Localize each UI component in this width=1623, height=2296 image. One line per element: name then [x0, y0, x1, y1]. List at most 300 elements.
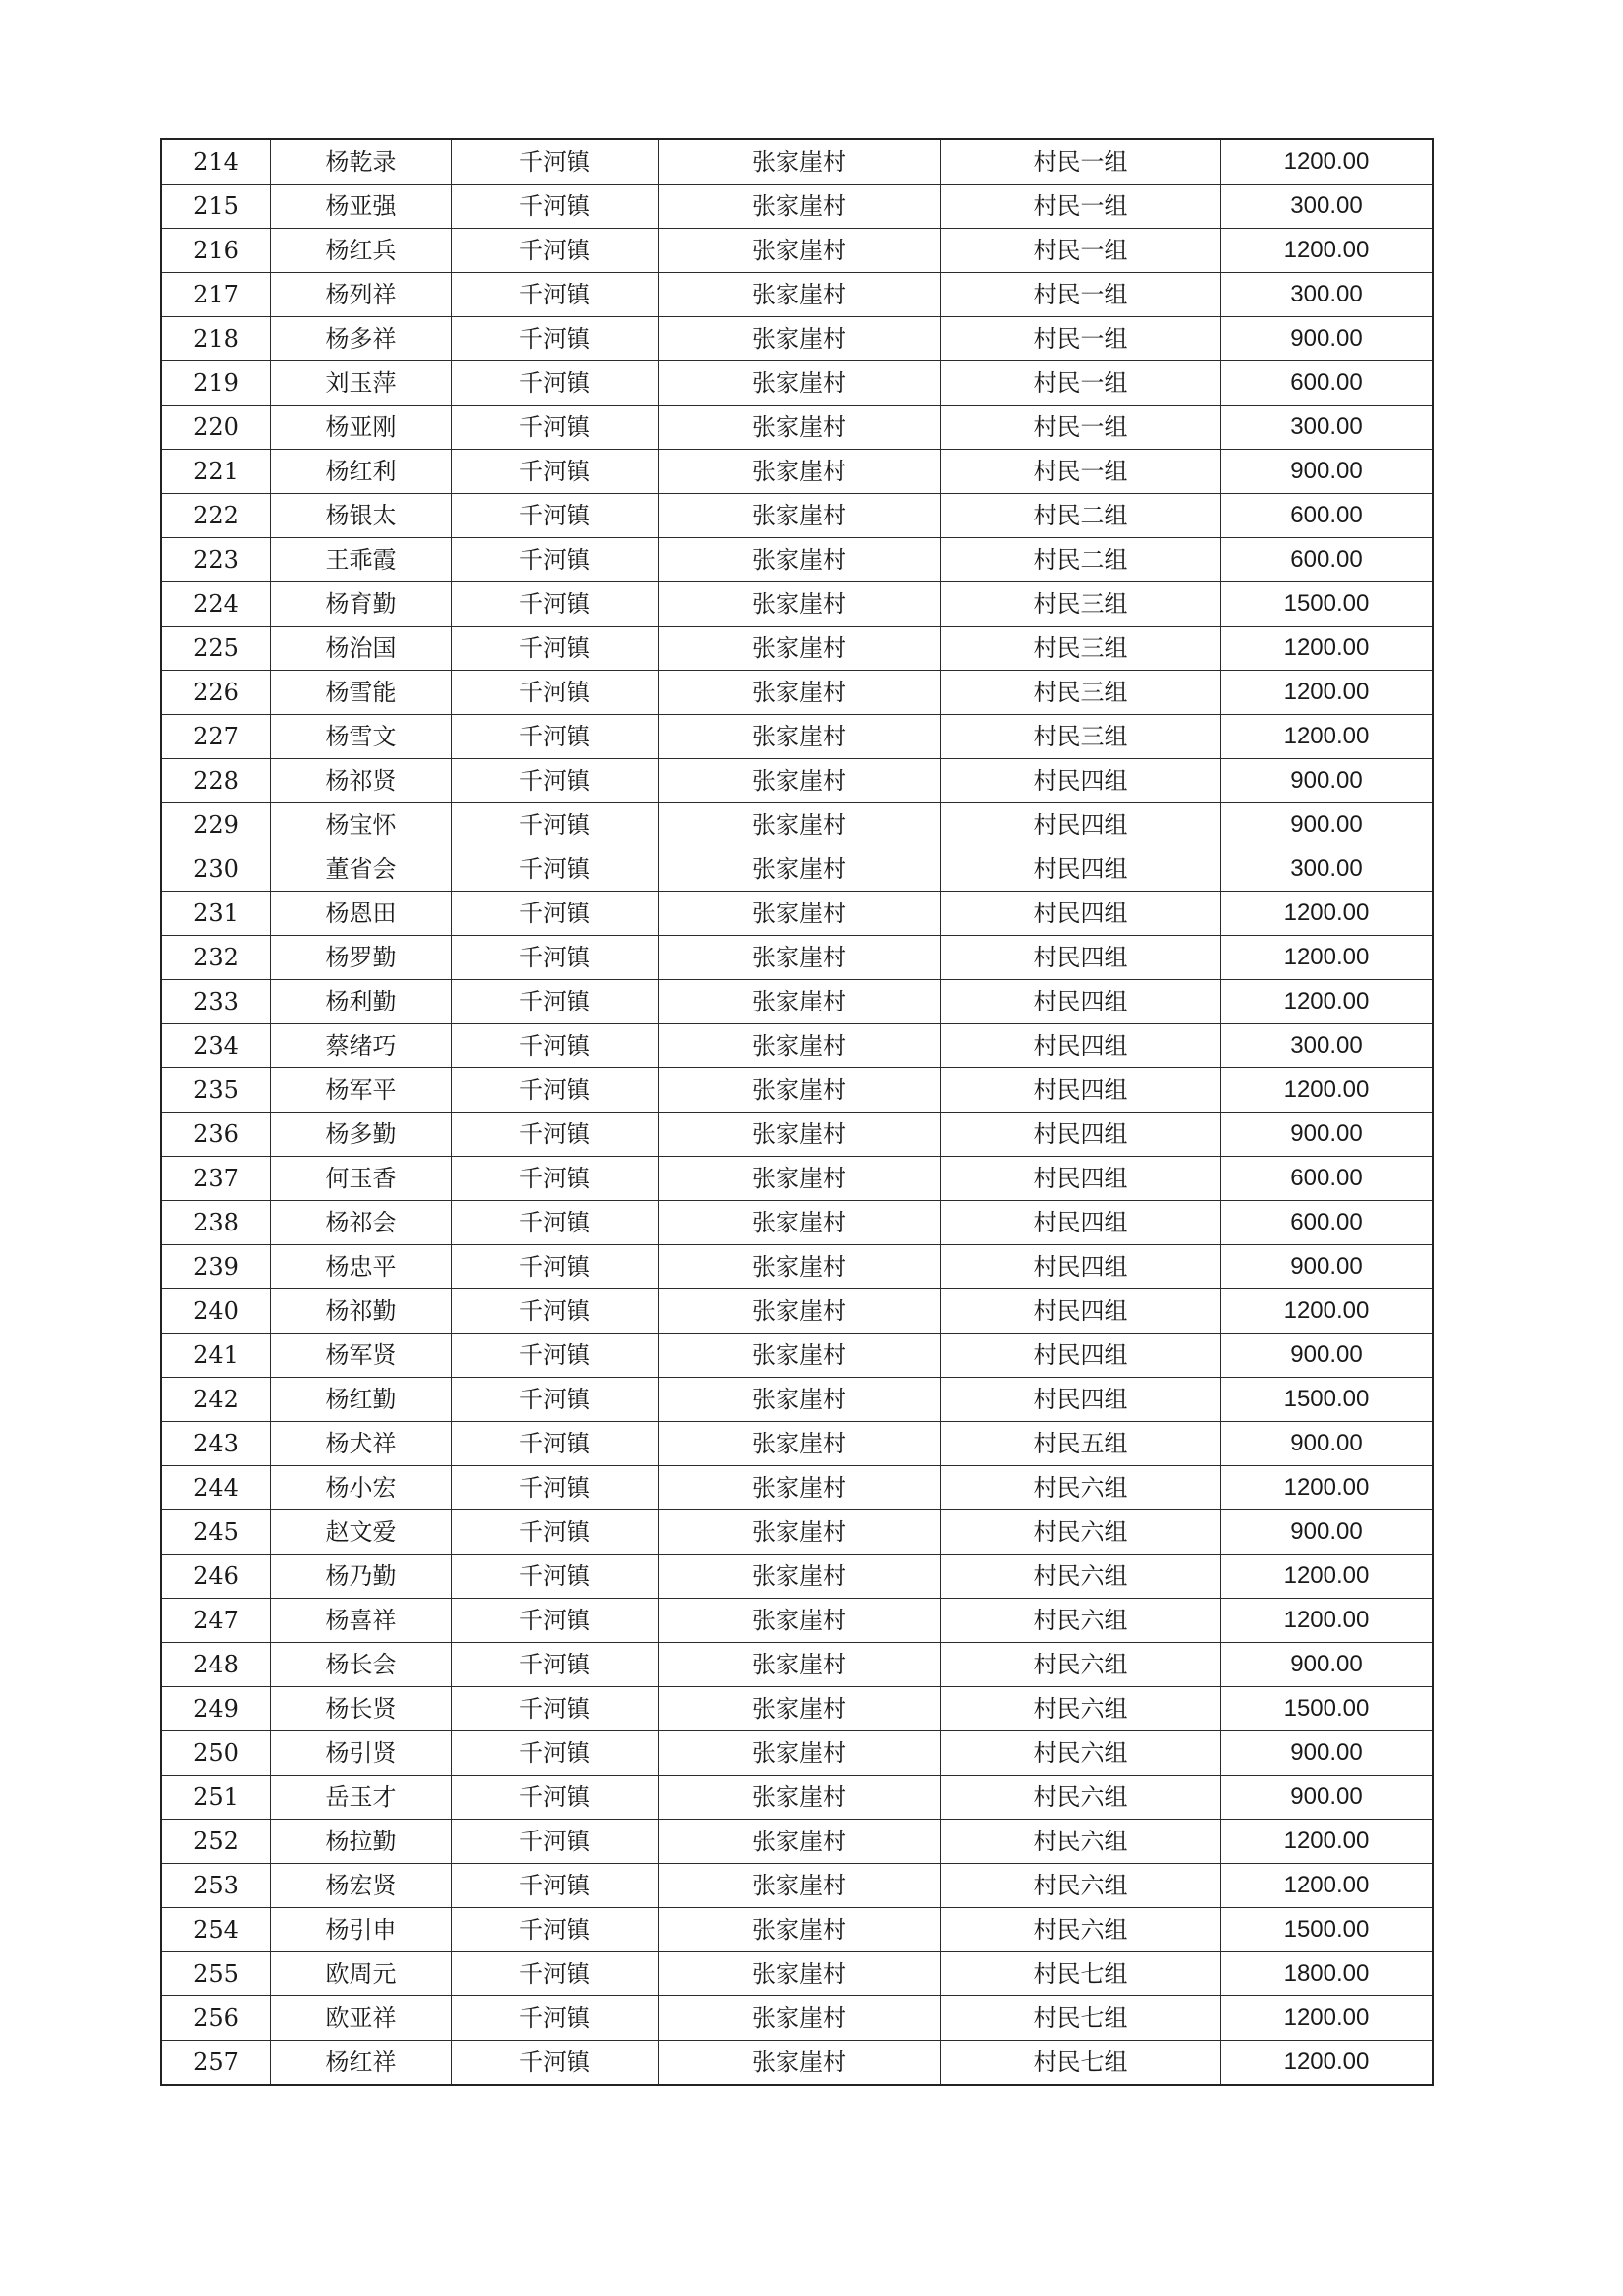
town-name: 千河镇 [452, 1555, 659, 1599]
row-number: 244 [161, 1466, 271, 1510]
villager-group: 村民四组 [941, 1334, 1221, 1378]
roster-table [160, 138, 1434, 2086]
person-name: 杨宏贤 [271, 1864, 452, 1908]
amount-value: 900.00 [1221, 1731, 1434, 1776]
village-name: 张家崖村 [659, 803, 941, 847]
amount-value: 1500.00 [1221, 582, 1434, 627]
amount-value: 1200.00 [1221, 2041, 1434, 2086]
village-name: 张家崖村 [659, 317, 941, 361]
town-name: 千河镇 [452, 1731, 659, 1776]
table-row [161, 1113, 1433, 1157]
villager-group: 村民四组 [941, 1245, 1221, 1289]
amount-value: 300.00 [1221, 185, 1434, 229]
town-name: 千河镇 [452, 139, 659, 185]
person-name: 董省会 [271, 847, 452, 892]
table-row [161, 494, 1433, 538]
row-number: 246 [161, 1555, 271, 1599]
table-row [161, 1952, 1433, 1996]
amount-value: 1200.00 [1221, 1599, 1434, 1643]
villager-group: 村民六组 [941, 1731, 1221, 1776]
amount-value: 1200.00 [1221, 1068, 1434, 1113]
table-row [161, 1599, 1433, 1643]
row-number: 237 [161, 1157, 271, 1201]
amount-value: 1200.00 [1221, 139, 1434, 185]
villager-group: 村民一组 [941, 139, 1221, 185]
row-number: 242 [161, 1378, 271, 1422]
person-name: 杨犬祥 [271, 1422, 452, 1466]
town-name: 千河镇 [452, 1378, 659, 1422]
table-row [161, 1510, 1433, 1555]
row-number: 243 [161, 1422, 271, 1466]
person-name: 杨祁贤 [271, 759, 452, 803]
villager-group: 村民五组 [941, 1422, 1221, 1466]
row-number: 255 [161, 1952, 271, 1996]
town-name: 千河镇 [452, 1820, 659, 1864]
row-number: 252 [161, 1820, 271, 1864]
amount-value: 1200.00 [1221, 1555, 1434, 1599]
village-name: 张家崖村 [659, 1864, 941, 1908]
row-number: 236 [161, 1113, 271, 1157]
village-name: 张家崖村 [659, 1157, 941, 1201]
person-name: 欧周元 [271, 1952, 452, 1996]
town-name: 千河镇 [452, 1599, 659, 1643]
table-row [161, 538, 1433, 582]
amount-value: 900.00 [1221, 803, 1434, 847]
villager-group: 村民七组 [941, 1952, 1221, 1996]
villager-group: 村民四组 [941, 1068, 1221, 1113]
person-name: 杨列祥 [271, 273, 452, 317]
villager-group: 村民二组 [941, 538, 1221, 582]
town-name: 千河镇 [452, 1996, 659, 2041]
town-name: 千河镇 [452, 803, 659, 847]
table-row [161, 582, 1433, 627]
village-name: 张家崖村 [659, 1024, 941, 1068]
person-name: 杨多祥 [271, 317, 452, 361]
table-row [161, 671, 1433, 715]
table-row [161, 1996, 1433, 2041]
row-number: 223 [161, 538, 271, 582]
person-name: 杨红祥 [271, 2041, 452, 2086]
table-row [161, 185, 1433, 229]
amount-value: 1200.00 [1221, 980, 1434, 1024]
person-name: 杨利勤 [271, 980, 452, 1024]
village-name: 张家崖村 [659, 185, 941, 229]
villager-group: 村民七组 [941, 1996, 1221, 2041]
table-row [161, 1776, 1433, 1820]
amount-value: 300.00 [1221, 847, 1434, 892]
villager-group: 村民四组 [941, 1201, 1221, 1245]
town-name: 千河镇 [452, 1024, 659, 1068]
town-name: 千河镇 [452, 892, 659, 936]
villager-group: 村民六组 [941, 1908, 1221, 1952]
table-row [161, 759, 1433, 803]
villager-group: 村民六组 [941, 1510, 1221, 1555]
town-name: 千河镇 [452, 2041, 659, 2086]
person-name: 杨治国 [271, 627, 452, 671]
person-name: 杨亚刚 [271, 406, 452, 450]
town-name: 千河镇 [452, 980, 659, 1024]
row-number: 217 [161, 273, 271, 317]
row-number: 229 [161, 803, 271, 847]
person-name: 杨长贤 [271, 1687, 452, 1731]
row-number: 220 [161, 406, 271, 450]
villager-group: 村民六组 [941, 1643, 1221, 1687]
table-row [161, 1068, 1433, 1113]
person-name: 杨罗勤 [271, 936, 452, 980]
person-name: 杨红勤 [271, 1378, 452, 1422]
villager-group: 村民一组 [941, 185, 1221, 229]
person-name: 杨引贤 [271, 1731, 452, 1776]
row-number: 231 [161, 892, 271, 936]
town-name: 千河镇 [452, 450, 659, 494]
town-name: 千河镇 [452, 1776, 659, 1820]
villager-group: 村民四组 [941, 1024, 1221, 1068]
town-name: 千河镇 [452, 361, 659, 406]
table-row [161, 1289, 1433, 1334]
person-name: 欧亚祥 [271, 1996, 452, 2041]
villager-group: 村民四组 [941, 1157, 1221, 1201]
town-name: 千河镇 [452, 1113, 659, 1157]
amount-value: 900.00 [1221, 317, 1434, 361]
village-name: 张家崖村 [659, 1113, 941, 1157]
village-name: 张家崖村 [659, 406, 941, 450]
table-row [161, 1555, 1433, 1599]
table-row [161, 1334, 1433, 1378]
amount-value: 600.00 [1221, 494, 1434, 538]
row-number: 254 [161, 1908, 271, 1952]
town-name: 千河镇 [452, 847, 659, 892]
amount-value: 1200.00 [1221, 715, 1434, 759]
villager-group: 村民三组 [941, 715, 1221, 759]
row-number: 241 [161, 1334, 271, 1378]
villager-group: 村民四组 [941, 847, 1221, 892]
villager-group: 村民一组 [941, 317, 1221, 361]
row-number: 219 [161, 361, 271, 406]
town-name: 千河镇 [452, 1466, 659, 1510]
amount-value: 900.00 [1221, 1245, 1434, 1289]
town-name: 千河镇 [452, 406, 659, 450]
village-name: 张家崖村 [659, 715, 941, 759]
village-name: 张家崖村 [659, 1996, 941, 2041]
table-row [161, 715, 1433, 759]
village-name: 张家崖村 [659, 1510, 941, 1555]
table-row [161, 1378, 1433, 1422]
amount-value: 900.00 [1221, 450, 1434, 494]
village-name: 张家崖村 [659, 1820, 941, 1864]
town-name: 千河镇 [452, 1687, 659, 1731]
table-row [161, 317, 1433, 361]
person-name: 杨小宏 [271, 1466, 452, 1510]
town-name: 千河镇 [452, 1643, 659, 1687]
table-row [161, 1908, 1433, 1952]
person-name: 蔡绪巧 [271, 1024, 452, 1068]
village-name: 张家崖村 [659, 1599, 941, 1643]
table-row [161, 1157, 1433, 1201]
town-name: 千河镇 [452, 1157, 659, 1201]
row-number: 227 [161, 715, 271, 759]
village-name: 张家崖村 [659, 1378, 941, 1422]
row-number: 222 [161, 494, 271, 538]
row-number: 239 [161, 1245, 271, 1289]
villager-group: 村民二组 [941, 494, 1221, 538]
row-number: 251 [161, 1776, 271, 1820]
village-name: 张家崖村 [659, 1245, 941, 1289]
amount-value: 1200.00 [1221, 1864, 1434, 1908]
villager-group: 村民一组 [941, 273, 1221, 317]
amount-value: 300.00 [1221, 1024, 1434, 1068]
amount-value: 1200.00 [1221, 1466, 1434, 1510]
table-row [161, 2041, 1433, 2086]
amount-value: 1200.00 [1221, 1996, 1434, 2041]
village-name: 张家崖村 [659, 671, 941, 715]
person-name: 杨拉勤 [271, 1820, 452, 1864]
village-name: 张家崖村 [659, 1422, 941, 1466]
row-number: 235 [161, 1068, 271, 1113]
person-name: 杨忠平 [271, 1245, 452, 1289]
villager-group: 村民三组 [941, 671, 1221, 715]
table-row [161, 1466, 1433, 1510]
amount-value: 1200.00 [1221, 1820, 1434, 1864]
row-number: 253 [161, 1864, 271, 1908]
village-name: 张家崖村 [659, 273, 941, 317]
table-row [161, 803, 1433, 847]
villager-group: 村民一组 [941, 406, 1221, 450]
village-name: 张家崖村 [659, 1289, 941, 1334]
row-number: 218 [161, 317, 271, 361]
table-row [161, 1687, 1433, 1731]
town-name: 千河镇 [452, 1334, 659, 1378]
village-name: 张家崖村 [659, 1555, 941, 1599]
villager-group: 村民四组 [941, 892, 1221, 936]
row-number: 240 [161, 1289, 271, 1334]
villager-group: 村民四组 [941, 1113, 1221, 1157]
villager-group: 村民四组 [941, 1289, 1221, 1334]
village-name: 张家崖村 [659, 582, 941, 627]
roster-body [161, 139, 1433, 2085]
village-name: 张家崖村 [659, 1776, 941, 1820]
villager-group: 村民三组 [941, 627, 1221, 671]
row-number: 216 [161, 229, 271, 273]
town-name: 千河镇 [452, 1908, 659, 1952]
town-name: 千河镇 [452, 671, 659, 715]
amount-value: 600.00 [1221, 1157, 1434, 1201]
table-row [161, 1643, 1433, 1687]
village-name: 张家崖村 [659, 1731, 941, 1776]
person-name: 杨乾录 [271, 139, 452, 185]
village-name: 张家崖村 [659, 1201, 941, 1245]
amount-value: 900.00 [1221, 1643, 1434, 1687]
villager-group: 村民一组 [941, 229, 1221, 273]
person-name: 杨乃勤 [271, 1555, 452, 1599]
villager-group: 村民四组 [941, 759, 1221, 803]
amount-value: 600.00 [1221, 361, 1434, 406]
row-number: 215 [161, 185, 271, 229]
person-name: 杨军平 [271, 1068, 452, 1113]
village-name: 张家崖村 [659, 494, 941, 538]
row-number: 225 [161, 627, 271, 671]
person-name: 何玉香 [271, 1157, 452, 1201]
villager-group: 村民六组 [941, 1599, 1221, 1643]
village-name: 张家崖村 [659, 1908, 941, 1952]
town-name: 千河镇 [452, 1952, 659, 1996]
person-name: 杨红兵 [271, 229, 452, 273]
person-name: 赵文爱 [271, 1510, 452, 1555]
row-number: 230 [161, 847, 271, 892]
village-name: 张家崖村 [659, 538, 941, 582]
row-number: 232 [161, 936, 271, 980]
town-name: 千河镇 [452, 582, 659, 627]
table-row [161, 1422, 1433, 1466]
table-row [161, 1245, 1433, 1289]
amount-value: 1200.00 [1221, 1289, 1434, 1334]
person-name: 杨恩田 [271, 892, 452, 936]
person-name: 王乖霞 [271, 538, 452, 582]
village-name: 张家崖村 [659, 229, 941, 273]
town-name: 千河镇 [452, 1245, 659, 1289]
person-name: 杨喜祥 [271, 1599, 452, 1643]
village-name: 张家崖村 [659, 139, 941, 185]
amount-value: 1200.00 [1221, 892, 1434, 936]
table-row [161, 273, 1433, 317]
person-name: 杨军贤 [271, 1334, 452, 1378]
amount-value: 1200.00 [1221, 936, 1434, 980]
person-name: 杨祁会 [271, 1201, 452, 1245]
table-row [161, 361, 1433, 406]
town-name: 千河镇 [452, 273, 659, 317]
villager-group: 村民六组 [941, 1555, 1221, 1599]
amount-value: 900.00 [1221, 1113, 1434, 1157]
villager-group: 村民三组 [941, 582, 1221, 627]
village-name: 张家崖村 [659, 2041, 941, 2086]
town-name: 千河镇 [452, 759, 659, 803]
row-number: 238 [161, 1201, 271, 1245]
table-row [161, 1864, 1433, 1908]
amount-value: 1800.00 [1221, 1952, 1434, 1996]
amount-value: 900.00 [1221, 759, 1434, 803]
town-name: 千河镇 [452, 1510, 659, 1555]
person-name: 杨红利 [271, 450, 452, 494]
person-name: 刘玉萍 [271, 361, 452, 406]
village-name: 张家崖村 [659, 1643, 941, 1687]
person-name: 杨祁勤 [271, 1289, 452, 1334]
villager-group: 村民七组 [941, 2041, 1221, 2086]
amount-value: 1500.00 [1221, 1687, 1434, 1731]
row-number: 221 [161, 450, 271, 494]
amount-value: 1200.00 [1221, 671, 1434, 715]
amount-value: 1500.00 [1221, 1378, 1434, 1422]
row-number: 245 [161, 1510, 271, 1555]
villager-group: 村民一组 [941, 450, 1221, 494]
town-name: 千河镇 [452, 1422, 659, 1466]
amount-value: 1500.00 [1221, 1908, 1434, 1952]
person-name: 杨银太 [271, 494, 452, 538]
villager-group: 村民六组 [941, 1776, 1221, 1820]
amount-value: 900.00 [1221, 1422, 1434, 1466]
row-number: 250 [161, 1731, 271, 1776]
village-name: 张家崖村 [659, 1466, 941, 1510]
town-name: 千河镇 [452, 1201, 659, 1245]
person-name: 杨亚强 [271, 185, 452, 229]
row-number: 224 [161, 582, 271, 627]
village-name: 张家崖村 [659, 936, 941, 980]
village-name: 张家崖村 [659, 1952, 941, 1996]
amount-value: 600.00 [1221, 1201, 1434, 1245]
row-number: 226 [161, 671, 271, 715]
person-name: 杨长会 [271, 1643, 452, 1687]
villager-group: 村民六组 [941, 1687, 1221, 1731]
villager-group: 村民一组 [941, 361, 1221, 406]
table-row [161, 892, 1433, 936]
village-name: 张家崖村 [659, 361, 941, 406]
town-name: 千河镇 [452, 1864, 659, 1908]
village-name: 张家崖村 [659, 1687, 941, 1731]
villager-group: 村民六组 [941, 1466, 1221, 1510]
villager-group: 村民六组 [941, 1820, 1221, 1864]
town-name: 千河镇 [452, 627, 659, 671]
table-row [161, 847, 1433, 892]
table-row [161, 1731, 1433, 1776]
village-name: 张家崖村 [659, 1068, 941, 1113]
table-row [161, 627, 1433, 671]
amount-value: 900.00 [1221, 1334, 1434, 1378]
person-name: 杨多勤 [271, 1113, 452, 1157]
table-row [161, 936, 1433, 980]
village-name: 张家崖村 [659, 450, 941, 494]
amount-value: 300.00 [1221, 273, 1434, 317]
villager-group: 村民四组 [941, 980, 1221, 1024]
village-name: 张家崖村 [659, 980, 941, 1024]
village-name: 张家崖村 [659, 759, 941, 803]
person-name: 杨育勤 [271, 582, 452, 627]
town-name: 千河镇 [452, 1289, 659, 1334]
table-row [161, 1201, 1433, 1245]
table-row [161, 229, 1433, 273]
row-number: 256 [161, 1996, 271, 2041]
row-number: 233 [161, 980, 271, 1024]
town-name: 千河镇 [452, 715, 659, 759]
person-name: 杨雪文 [271, 715, 452, 759]
villager-group: 村民四组 [941, 1378, 1221, 1422]
row-number: 249 [161, 1687, 271, 1731]
town-name: 千河镇 [452, 936, 659, 980]
amount-value: 1200.00 [1221, 229, 1434, 273]
table-row [161, 406, 1433, 450]
villager-group: 村民四组 [941, 803, 1221, 847]
amount-value: 300.00 [1221, 406, 1434, 450]
town-name: 千河镇 [452, 538, 659, 582]
amount-value: 600.00 [1221, 538, 1434, 582]
table-row [161, 139, 1433, 185]
village-name: 张家崖村 [659, 1334, 941, 1378]
row-number: 214 [161, 139, 271, 185]
table-row [161, 1820, 1433, 1864]
person-name: 杨雪能 [271, 671, 452, 715]
town-name: 千河镇 [452, 1068, 659, 1113]
amount-value: 1200.00 [1221, 627, 1434, 671]
table-row [161, 980, 1433, 1024]
table-row [161, 450, 1433, 494]
town-name: 千河镇 [452, 229, 659, 273]
person-name: 杨宝怀 [271, 803, 452, 847]
amount-value: 900.00 [1221, 1510, 1434, 1555]
row-number: 247 [161, 1599, 271, 1643]
village-name: 张家崖村 [659, 627, 941, 671]
row-number: 228 [161, 759, 271, 803]
person-name: 杨引申 [271, 1908, 452, 1952]
village-name: 张家崖村 [659, 892, 941, 936]
row-number: 257 [161, 2041, 271, 2086]
town-name: 千河镇 [452, 494, 659, 538]
